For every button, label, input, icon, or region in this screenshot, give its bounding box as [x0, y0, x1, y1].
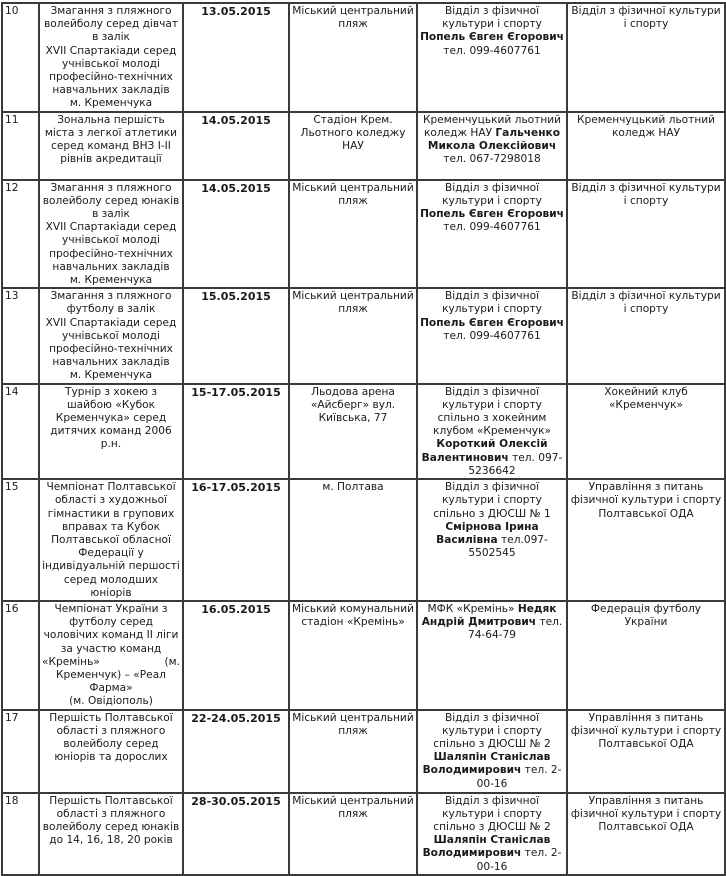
- organizer-cell: [417, 288, 567, 383]
- event-name-line: Змагання з пляжного волейболу серед юнаків в залік: [42, 181, 180, 221]
- organizer-text: Кременчуцький льотний коледж НАУ: [422, 113, 562, 139]
- organizer-contact-name: Попель Євген Єгорович: [420, 31, 564, 44]
- organizer-phone: тел. 099-4607761: [443, 329, 541, 342]
- event-name-line: Змагання з пляжного волейболу серед дівчат в залік: [43, 5, 179, 44]
- event-name-line: м. Кременчука: [69, 97, 153, 110]
- event-name-fragment: (м.: [164, 655, 180, 668]
- venue-cell: Міський центральний пляж: [289, 3, 417, 112]
- event-date-cell: 22-24.05.2015: [183, 710, 289, 793]
- table-row: [2, 384, 725, 479]
- event-name-fragment: «Кремінь»: [42, 655, 100, 668]
- event-name-line: (м. Овідіополь): [69, 695, 153, 708]
- table-row: [2, 793, 725, 875]
- venue-cell: Стадіон Крем. Льотного коледжу НАУ: [289, 112, 417, 180]
- organizer-text: Відділ з фізичної культури і спорту спільно з ДЮСШ № 1: [433, 481, 551, 520]
- organizer-text: Відділ з фізичної культури і спорту спільно з хокейним клубом «Кременчук»: [433, 385, 551, 438]
- organizer-phone: тел. 067-7298018: [443, 153, 541, 166]
- event-name-cell: [39, 112, 183, 180]
- row-number-cell: 17: [2, 710, 39, 793]
- organizer-contact-name: Попель Євген Єгорович: [420, 208, 564, 221]
- event-date-cell: 28-30.05.2015: [183, 793, 289, 875]
- event-name-cell: [39, 384, 183, 479]
- event-name-line: XVII Спартакіади серед учнівської молоді професійно-технічних навчальних закладів: [45, 316, 177, 369]
- organizer-text: Відділ з фізичної культури і спорту спільно з ДЮСШ № 2: [433, 794, 551, 833]
- responsible-cell: Кременчуцький льотний коледж НАУ: [567, 112, 725, 180]
- organizer-cell: [417, 180, 567, 289]
- organizer-cell: [417, 3, 567, 112]
- responsible-cell: Управління з питань фізичної культури і спорту Полтавської ОДА: [567, 479, 725, 601]
- event-date-cell: 14.05.2015: [183, 180, 289, 289]
- venue-cell: Міський центральний пляж: [289, 793, 417, 875]
- organizer-text: Відділ з фізичної культури і спорту: [442, 290, 542, 316]
- organizer-cell: [417, 384, 567, 479]
- organizer-contact-name: Короткий Олексій Валентинович: [421, 438, 548, 464]
- event-name-line: м. Кременчука: [69, 369, 153, 382]
- organizer-cell: [417, 601, 567, 710]
- table-row: [2, 479, 725, 601]
- event-name-cell: [39, 479, 183, 601]
- table-row: [2, 710, 725, 793]
- organizer-text: Відділ з фізичної культури і спорту: [442, 181, 542, 207]
- organizer-cell: [417, 112, 567, 180]
- row-number-cell: 12: [2, 180, 39, 289]
- event-name-justified-line: [42, 656, 180, 669]
- organizer-contact-name: Шаляпін Станіслав Володимирович: [422, 751, 551, 777]
- responsible-cell: Управління з питань фізичної культури і спорту Полтавської ОДА: [567, 793, 725, 875]
- organizer-contact-name: Шаляпін Станіслав Володимирович: [422, 834, 551, 860]
- table-row: [2, 112, 725, 180]
- event-name-cell: [39, 710, 183, 793]
- organizer-text: МФК «Кремінь»: [427, 602, 515, 615]
- venue-cell: Міський центральний пляж: [289, 180, 417, 289]
- organizer-phone: тел. 097-5236642: [468, 451, 563, 477]
- event-date-cell: 15.05.2015: [183, 288, 289, 383]
- organizer-cell: [417, 793, 567, 875]
- organizer-contact-name: Смірнова Ірина Василівна: [436, 520, 539, 546]
- row-number-cell: 14: [2, 384, 39, 479]
- organizer-phone: тел. 2-00-16: [476, 847, 562, 873]
- responsible-cell: Відділ з фізичної культури і спорту: [567, 3, 725, 112]
- responsible-cell: Хокейний клуб «Кременчук»: [567, 384, 725, 479]
- row-number-cell: 11: [2, 112, 39, 180]
- organizer-phone: тел.097-5502545: [468, 533, 548, 560]
- responsible-cell: Відділ з фізичної культури і спорту: [567, 180, 725, 289]
- venue-cell: Міський центральний пляж: [289, 710, 417, 793]
- event-name-cell: [39, 601, 183, 710]
- event-name-line: Чемпіонат України з футболу серед чоловічих команд ІІ ліги за участю команд: [43, 602, 179, 655]
- event-name-cell: [39, 180, 183, 289]
- table-row: [2, 601, 725, 710]
- organizer-phone: тел. 2-00-16: [476, 764, 562, 790]
- row-number-cell: 10: [2, 3, 39, 112]
- responsible-cell: Федерація футболу України: [567, 601, 725, 710]
- row-number-cell: 13: [2, 288, 39, 383]
- event-name-line: Кременчук) – «Реал Фарма»: [56, 668, 166, 695]
- organizer-phone: тел. 099-4607761: [443, 221, 541, 234]
- organizer-contact-name: Попель Євген Єгорович: [420, 316, 564, 329]
- event-name-line: Турнір з хокею з шайбою «Кубок Кременчука» серед дитячих команд 2006 р.н.: [50, 385, 172, 451]
- event-name-line: XVII Спартакіади серед учнівської молоді професійно-технічних навчальних закладів: [45, 44, 177, 97]
- event-date-cell: 13.05.2015: [183, 3, 289, 112]
- organizer-phone: тел. 74-64-79: [467, 616, 563, 642]
- table-row: [2, 180, 725, 289]
- organizer-contact-name: Гальченко Микола Олексійович: [427, 126, 561, 153]
- events-table-body: [2, 3, 725, 875]
- event-name-line: Змагання з пляжного футболу в залік: [50, 290, 172, 316]
- events-table: [1, 2, 726, 876]
- event-date-cell: 14.05.2015: [183, 112, 289, 180]
- organizer-text: Відділ з фізичної культури і спорту: [442, 5, 542, 31]
- organizer-phone: тел. 099-4607761: [443, 44, 541, 57]
- event-name-cell: [39, 3, 183, 112]
- event-name-line: Першість Полтавської області з пляжного волейболу серед юнаків до 14, 16, 18, 20 років: [42, 794, 180, 847]
- venue-cell: м. Полтава: [289, 479, 417, 601]
- event-name-cell: [39, 288, 183, 383]
- row-number-cell: 16: [2, 601, 39, 710]
- organizer-text: Відділ з фізичної культури і спорту спільно з ДЮСШ № 2: [433, 711, 551, 750]
- event-name-line: Зональна першість міста з легкої атлетики серед команд ВНЗ І-ІІ рівнів акредитації: [44, 113, 178, 166]
- event-name-cell: [39, 793, 183, 875]
- event-name-line: м. Кременчука: [69, 274, 153, 287]
- event-name-line: Першість Полтавської області з пляжного волейболу серед юніорів та дорослих: [49, 711, 173, 764]
- responsible-cell: Управління з питань фізичної культури і спорту Полтавської ОДА: [567, 710, 725, 793]
- event-name-line: XVII Спартакіади серед учнівської молоді професійно-технічних навчальних закладів: [45, 221, 177, 273]
- responsible-cell: Відділ з фізичної культури і спорту: [567, 288, 725, 383]
- venue-cell: Міський комунальний стадіон «Кремінь»: [289, 601, 417, 710]
- venue-cell: Льодова арена «Айсберг» вул. Київська, 77: [289, 384, 417, 479]
- table-row: [2, 3, 725, 112]
- event-date-cell: 16-17.05.2015: [183, 479, 289, 601]
- row-number-cell: 15: [2, 479, 39, 601]
- event-date-cell: 15-17.05.2015: [183, 384, 289, 479]
- table-row: [2, 288, 725, 383]
- events-table-container: [1, 2, 724, 876]
- organizer-cell: [417, 710, 567, 793]
- event-date-cell: 16.05.2015: [183, 601, 289, 710]
- venue-cell: Міський центральний пляж: [289, 288, 417, 383]
- row-number-cell: 18: [2, 793, 39, 875]
- organizer-cell: [417, 479, 567, 601]
- organizer-contact-name: Недяк Андрій Дмитрович: [421, 602, 557, 629]
- event-name-line: Чемпіонат Полтавської області з художньої гімнастики в групових вправах та Кубок Полтавської обласної Федерації у індивідуальній першості серед молодших юніорів: [42, 481, 180, 599]
